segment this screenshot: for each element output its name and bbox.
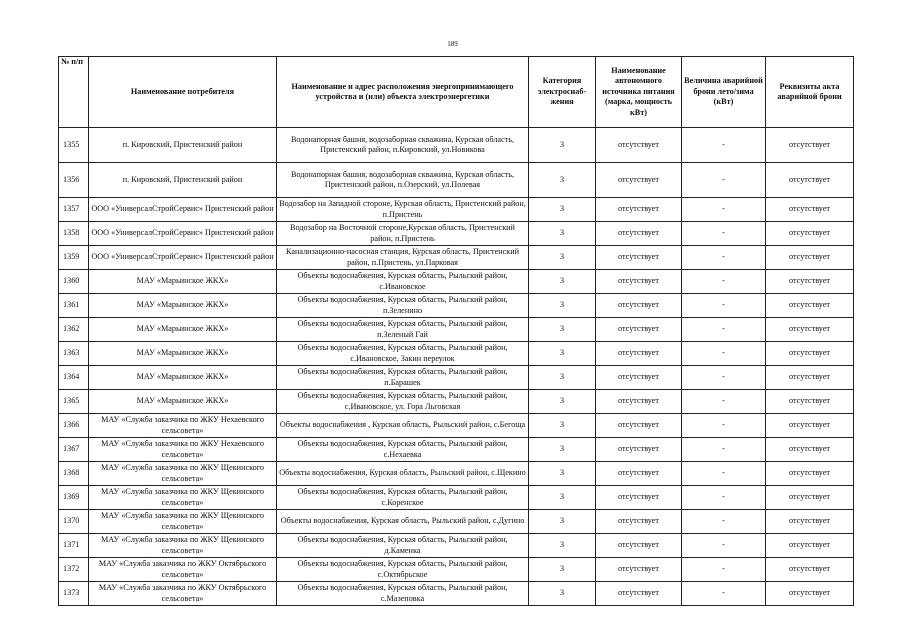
table-row [59,163,854,198]
cell-object: Объекты водоснабжения, Курская область, Рыльский район, п.Барашек [277,366,529,390]
cell-reserve: - [682,510,766,534]
table-row [59,128,854,163]
table-row [59,438,854,462]
cell-source: отсутствует [596,342,682,366]
cell-object: Объекты водоснабжения, Курская область, Рыльский район, п.Зеленино [277,294,529,318]
cell-number: 1365 [59,390,89,414]
cell-consumer: МАУ «Марьинское ЖКХ» [89,366,277,390]
table-header-row [59,57,854,128]
cell-object: Объекты водоснабжения, Курская область, Рыльский район, с.Октябрьское [277,558,529,582]
cell-consumer: МАУ «Марьинское ЖКХ» [89,270,277,294]
cell-number: 1361 [59,294,89,318]
cell-act: отсутствует [766,558,854,582]
table-body [59,128,854,606]
cell-number: 1359 [59,246,89,270]
header-source: Наименование автономного источника питания (марка, мощность кВт) [596,57,682,128]
table-row [59,198,854,222]
cell-act: отсутствует [766,270,854,294]
header-number: № п/п [59,57,89,128]
cell-source: отсутствует [596,294,682,318]
cell-consumer: ООО «УниверсалСтройСервис» Пристенский район [89,222,277,246]
table-row [59,318,854,342]
header-reserve: Величина аварийной брони лето/зима (кВт) [682,57,766,128]
cell-category: 3 [529,486,596,510]
table-row [59,294,854,318]
cell-object: Водозабор на Западной стороне, Курская область, Пристенский район, п.Пристень [277,198,529,222]
cell-number: 1369 [59,486,89,510]
table-row [59,366,854,390]
cell-source: отсутствует [596,128,682,163]
cell-number: 1362 [59,318,89,342]
cell-object: Объекты водоснабжения, Курская область, Рыльский район, с.Ивановское, Закин переулок [277,342,529,366]
cell-object: Объекты водоснабжения, Курская область, Рыльский район, с.Нехаевка [277,438,529,462]
table-row [59,558,854,582]
cell-number: 1367 [59,438,89,462]
cell-object: Объекты водоснабжения , Курская область, Рыльский район, с.Бегоща [277,414,529,438]
cell-consumer: МАУ «Марьинское ЖКХ» [89,342,277,366]
cell-reserve: - [682,128,766,163]
cell-reserve: - [682,246,766,270]
cell-consumer: МАУ «Марьинское ЖКХ» [89,294,277,318]
cell-category: 3 [529,582,596,606]
cell-source: отсутствует [596,222,682,246]
cell-act: отсутствует [766,294,854,318]
cell-consumer: п. Кировский, Пристенский район [89,128,277,163]
cell-consumer: МАУ «Служба заказчика по ЖКУ Щекинского сельсовета» [89,462,277,486]
cell-reserve: - [682,534,766,558]
cell-consumer: ООО «УниверсалСтройСервис» Пристенский район [89,246,277,270]
cell-reserve: - [682,198,766,222]
cell-source: отсутствует [596,198,682,222]
table-row [59,462,854,486]
cell-category: 3 [529,163,596,198]
header-act: Реквизиты акта аварийной брони [766,57,854,128]
cell-consumer: МАУ «Служба заказчика по ЖКУ Нехаевского сельсовета» [89,438,277,462]
cell-act: отсутствует [766,486,854,510]
cell-reserve: - [682,438,766,462]
cell-act: отсутствует [766,438,854,462]
cell-reserve: - [682,486,766,510]
cell-reserve: - [682,342,766,366]
cell-source: отсутствует [596,462,682,486]
cell-category: 3 [529,270,596,294]
cell-category: 3 [529,222,596,246]
cell-category: 3 [529,438,596,462]
cell-object: Водонапорная башня, водозаборная скважина, Курская область, Пристенский район, п.Кировский, ул.Новикова [277,128,529,163]
cell-act: отсутствует [766,318,854,342]
cell-source: отсутствует [596,510,682,534]
table-row [59,342,854,366]
cell-source: отсутствует [596,270,682,294]
cell-act: отсутствует [766,366,854,390]
cell-number: 1355 [59,128,89,163]
table-row [59,414,854,438]
cell-reserve: - [682,462,766,486]
cell-act: отсутствует [766,390,854,414]
page-number: 189 [447,40,458,48]
cell-object: Объекты водоснабжения, Курская область, Рыльский район, с.Дугино [277,510,529,534]
cell-number: 1366 [59,414,89,438]
cell-act: отсутствует [766,128,854,163]
cell-consumer: МАУ «Марьинское ЖКХ» [89,318,277,342]
cell-consumer: МАУ «Служба заказчика по ЖКУ Щекинского сельсовета» [89,510,277,534]
cell-consumer: МАУ «Марьинское ЖКХ» [89,390,277,414]
cell-reserve: - [682,558,766,582]
cell-act: отсутствует [766,222,854,246]
cell-number: 1368 [59,462,89,486]
cell-number: 1363 [59,342,89,366]
table-row [59,510,854,534]
cell-act: отсутствует [766,510,854,534]
cell-category: 3 [529,318,596,342]
cell-category: 3 [529,390,596,414]
cell-source: отсутствует [596,438,682,462]
cell-act: отсутствует [766,342,854,366]
cell-act: отсутствует [766,163,854,198]
cell-act: отсутствует [766,198,854,222]
cell-category: 3 [529,294,596,318]
cell-consumer: МАУ «Служба заказчика по ЖКУ Октябрьского сельсовета» [89,582,277,606]
cell-object: Водозабор на Восточной стороне,Курская область, Пристенский район, п.Пристень [277,222,529,246]
cell-number: 1364 [59,366,89,390]
cell-act: отсутствует [766,534,854,558]
cell-object: Водонапорная башня, водозаборная скважина, Курская область, Пристенский район, п.Озерский, ул.Полевая [277,163,529,198]
cell-source: отсутствует [596,582,682,606]
table-row [59,246,854,270]
cell-object: Объекты водоснабжения, Курская область, Рыльский район, с.Щекино [277,462,529,486]
table-row [59,486,854,510]
cell-consumer: ООО «УниверсалСтройСервис» Пристенский район [89,198,277,222]
cell-category: 3 [529,342,596,366]
cell-consumer: МАУ «Служба заказчика по ЖКУ Нехаевского сельсовета» [89,414,277,438]
cell-reserve: - [682,390,766,414]
cell-source: отсутствует [596,163,682,198]
cell-source: отсутствует [596,414,682,438]
cell-category: 3 [529,198,596,222]
header-consumer: Наименование потребителя [89,57,277,128]
header-object: Наименование и адрес расположения энергопринимающего устройства и (или) объекта электроэнергетики [277,57,529,128]
cell-reserve: - [682,366,766,390]
cell-number: 1371 [59,534,89,558]
table-row [59,582,854,606]
cell-object: Канализационно-насосная станция, Курская область, Пристенский район, п.Пристень, ул.Парковая [277,246,529,270]
table-row [59,222,854,246]
cell-number: 1360 [59,270,89,294]
cell-source: отсутствует [596,366,682,390]
table-row [59,534,854,558]
cell-consumer: МАУ «Служба заказчика по ЖКУ Щекинского сельсовета» [89,486,277,510]
cell-act: отсутствует [766,246,854,270]
cell-act: отсутствует [766,462,854,486]
cell-source: отсутствует [596,558,682,582]
cell-reserve: - [682,222,766,246]
cell-number: 1356 [59,163,89,198]
cell-reserve: - [682,414,766,438]
cell-consumer: МАУ «Служба заказчика по ЖКУ Щекинского сельсовета» [89,534,277,558]
cell-consumer: МАУ «Служба заказчика по ЖКУ Октябрьского сельсовета» [89,558,277,582]
cell-source: отсутствует [596,390,682,414]
cell-source: отсутствует [596,246,682,270]
cell-category: 3 [529,558,596,582]
cell-source: отсутствует [596,318,682,342]
cell-category: 3 [529,534,596,558]
table-row [59,270,854,294]
cell-reserve: - [682,318,766,342]
cell-object: Объекты водоснабжения, Курская область, Рыльский район, с.Мазеповка [277,582,529,606]
cell-act: отсутствует [766,582,854,606]
cell-object: Объекты водоснабжения, Курская область, Рыльский район, д.Каменка [277,534,529,558]
cell-reserve: - [682,270,766,294]
cell-reserve: - [682,294,766,318]
cell-source: отсутствует [596,534,682,558]
cell-consumer: п. Кировский, Пристенский район [89,163,277,198]
cell-object: Объекты водоснабжения, Курская область, Рыльский район, с.Ивановское, ул. Гора Льговская [277,390,529,414]
cell-object: Объекты водоснабжения, Курская область, Рыльский район, с.Коренское [277,486,529,510]
cell-reserve: - [682,582,766,606]
cell-number: 1373 [59,582,89,606]
header-category: Категория электроснаб-жения [529,57,596,128]
cell-object: Объекты водоснабжения, Курская область, Рыльский район, с.Ивановское [277,270,529,294]
cell-category: 3 [529,366,596,390]
cell-category: 3 [529,510,596,534]
cell-source: отсутствует [596,486,682,510]
cell-category: 3 [529,462,596,486]
cell-number: 1372 [59,558,89,582]
cell-number: 1358 [59,222,89,246]
cell-act: отсутствует [766,414,854,438]
cell-category: 3 [529,128,596,163]
cell-category: 3 [529,246,596,270]
cell-category: 3 [529,414,596,438]
table-row [59,390,854,414]
cell-reserve: - [682,163,766,198]
cell-object: Объекты водоснабжения, Курская область, Рыльский район, п.Зеленый Гай [277,318,529,342]
reserve-table [58,56,854,606]
cell-number: 1370 [59,510,89,534]
cell-number: 1357 [59,198,89,222]
